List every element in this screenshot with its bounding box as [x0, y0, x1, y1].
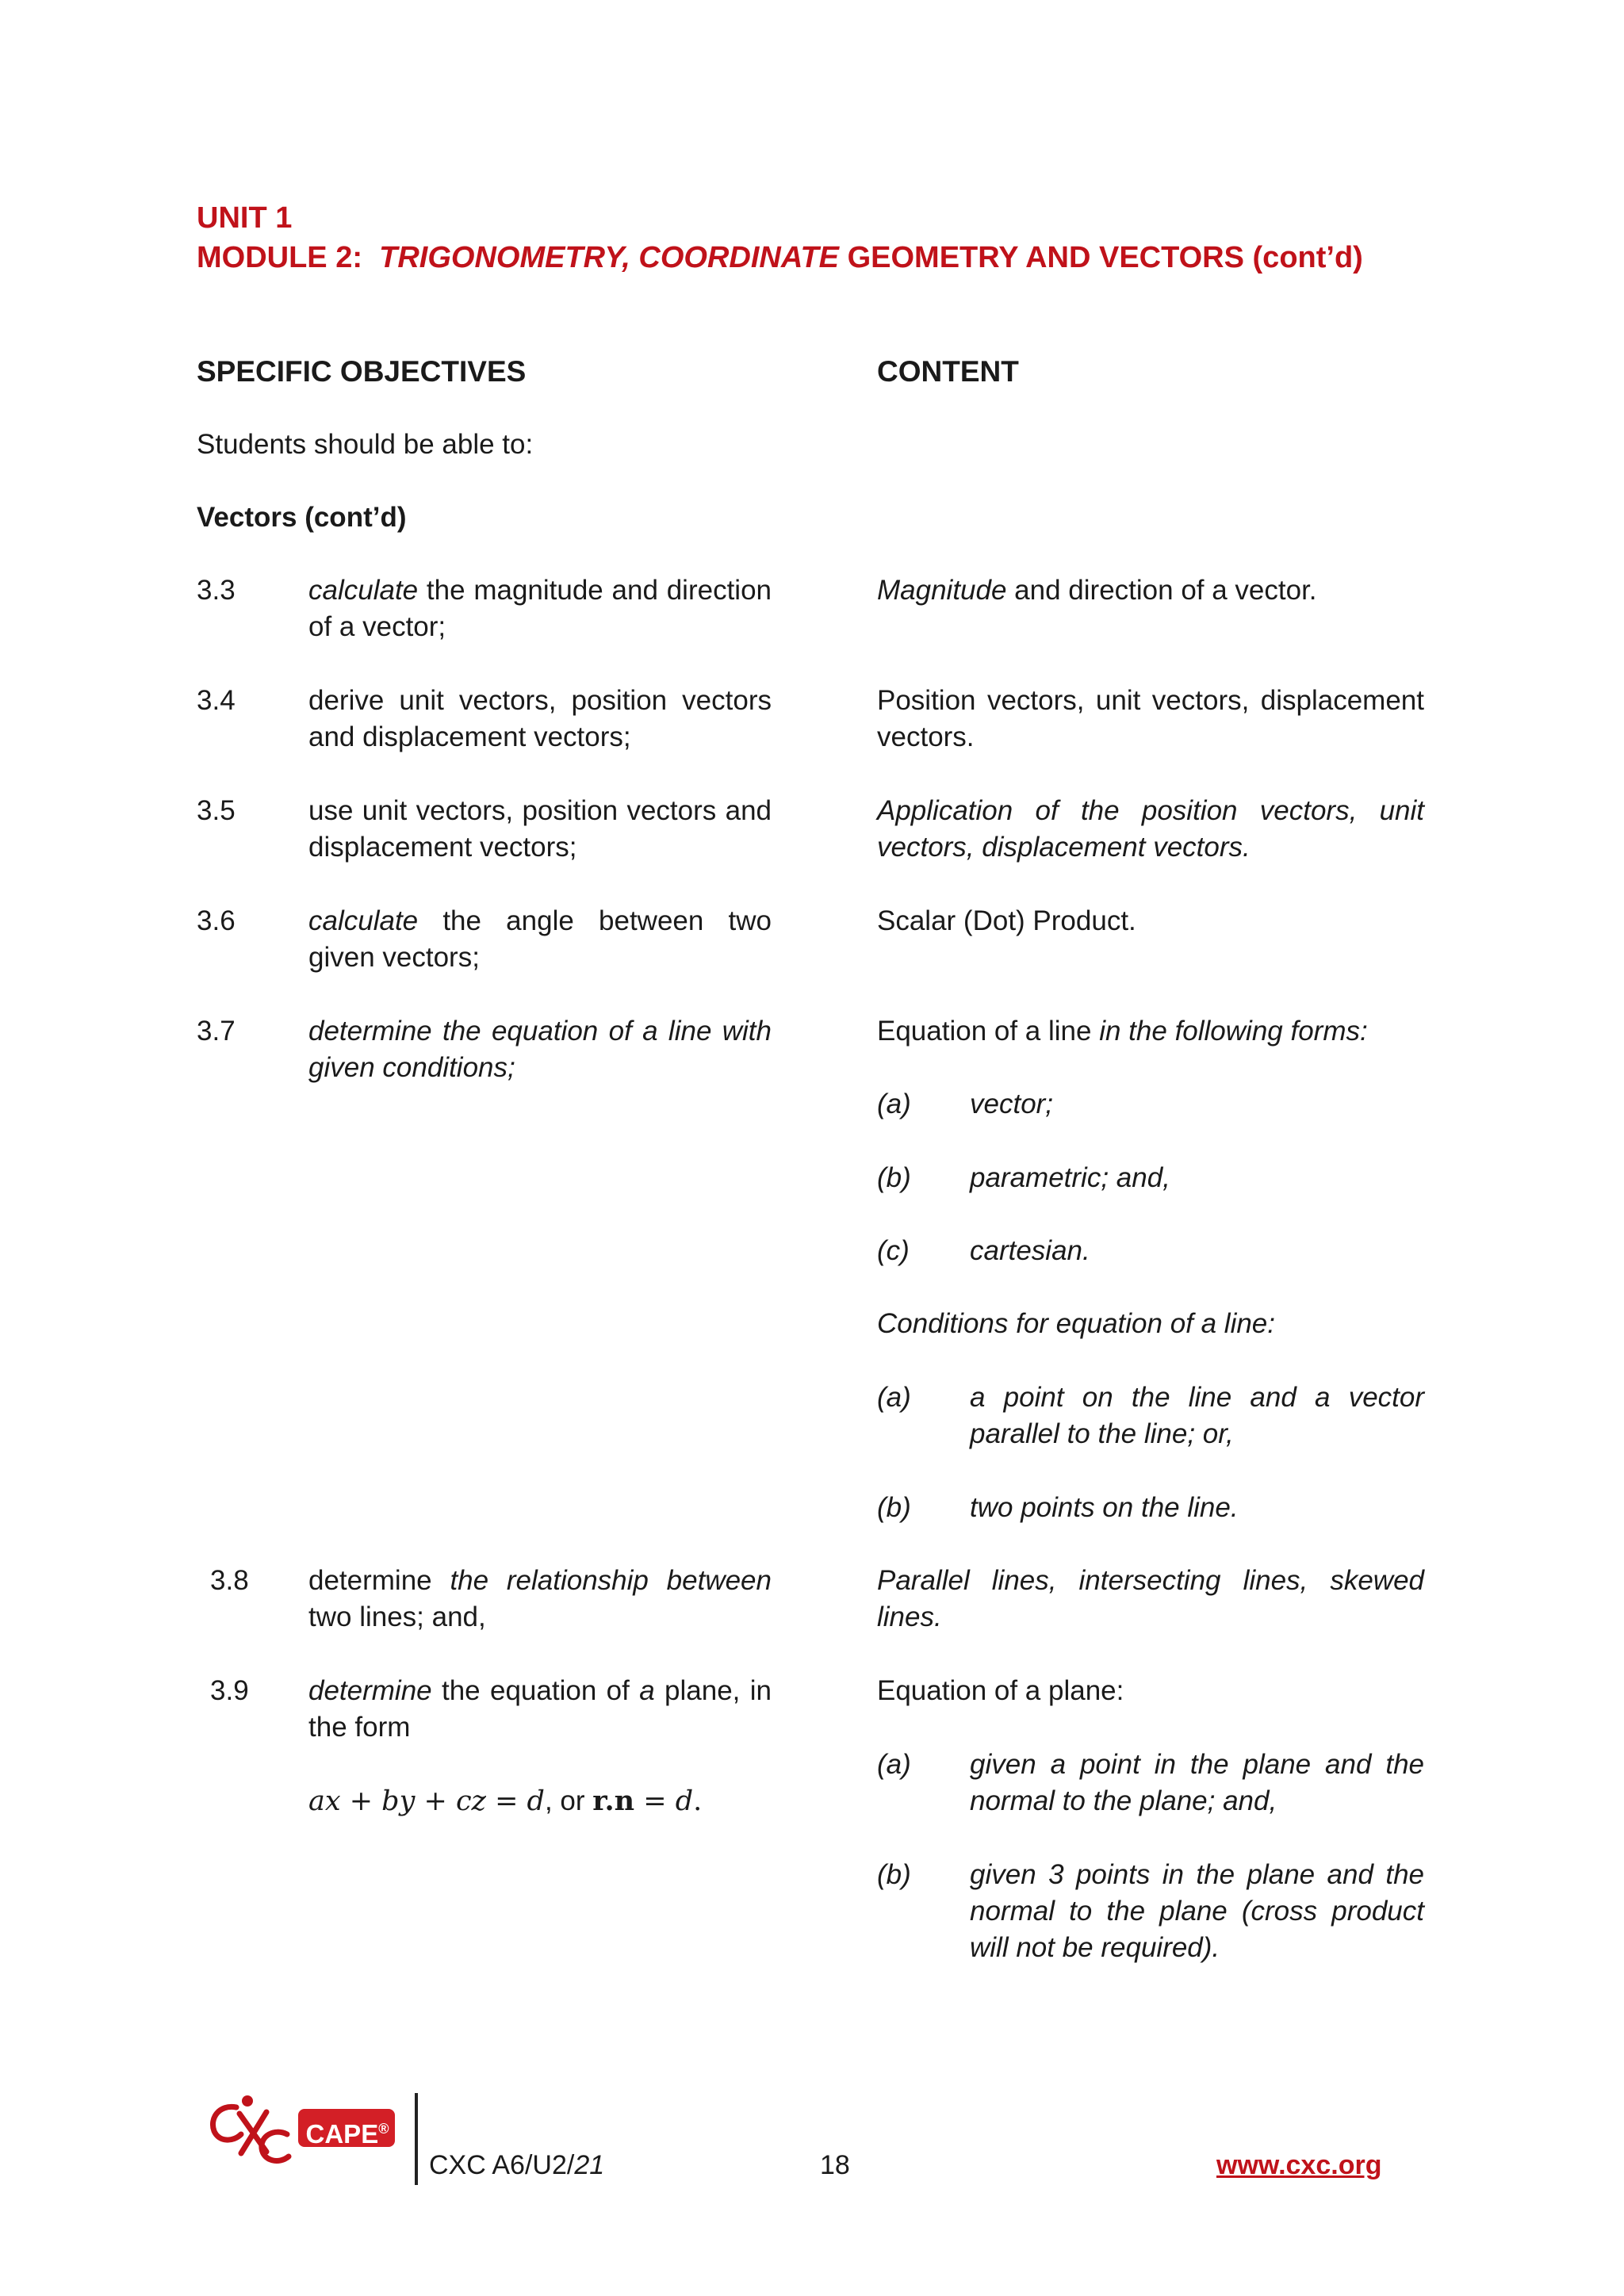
list-item: given a point in the plane and the normal to the plane; and,: [970, 1749, 1424, 1816]
list-item: given 3 points in the plane and the normal to the plane (cross product will not be required).: [970, 1859, 1424, 1963]
objective-number: 3.8: [210, 1565, 249, 1596]
objective-number: 3.7: [197, 1016, 236, 1047]
list-item: cartesian.: [970, 1235, 1090, 1266]
list-label: (b): [877, 1162, 911, 1193]
content-text: Scalar (Dot) Product.: [877, 905, 1136, 936]
objective-number: 3.6: [197, 905, 236, 936]
document-code: CXC A6/U2/21: [429, 2150, 605, 2180]
intro-text: Students should be able to:: [197, 429, 534, 460]
module-italic: TRIGONOMETRY, COORDINATE: [379, 241, 840, 274]
section-heading: Vectors (cont’d): [197, 502, 407, 533]
footer-divider: [415, 2093, 418, 2185]
content-text: Position vectors, unit vectors, displacement vectors.: [877, 685, 1424, 752]
content-text: Application of the position vectors, unit vectors, displacement vectors.: [877, 795, 1424, 863]
module-rest: GEOMETRY AND VECTORS (cont’d): [839, 241, 1363, 274]
objective-text: calculate the angle between two given vectors;: [308, 905, 772, 973]
list-item: a point on the line and a vector parallel to the line; or,: [970, 1382, 1424, 1449]
objective-number: 3.4: [197, 685, 236, 716]
content-text: Magnitude and direction of a vector.: [877, 575, 1317, 606]
cape-logo-text: CAPE®: [305, 2119, 389, 2149]
objective-text: determine the equation of a line with given conditions;: [308, 1016, 772, 1083]
objective-number: 3.5: [197, 795, 236, 826]
objective-text: use unit vectors, position vectors and displacement vectors;: [308, 795, 772, 863]
objective-text: derive unit vectors, position vectors and displacement vectors;: [308, 685, 772, 752]
objective-text: determine the relationship between two lines; and,: [308, 1565, 772, 1632]
module-prefix: MODULE 2:: [197, 241, 362, 274]
list-item: parametric; and,: [970, 1162, 1170, 1193]
unit-title: UNIT 1: [197, 201, 293, 235]
website-link[interactable]: www.cxc.org: [1216, 2150, 1382, 2180]
list-label: (b): [877, 1492, 911, 1523]
conditions-title: Conditions for equation of a line:: [877, 1308, 1275, 1339]
column-heading-objectives: SPECIFIC OBJECTIVES: [197, 355, 527, 388]
list-label: (b): [877, 1859, 911, 1890]
module-title: [197, 243, 1363, 273]
page-number: 18: [820, 2150, 850, 2180]
list-label: (c): [877, 1235, 910, 1266]
content-text: Parallel lines, intersecting lines, skewed lines.: [877, 1565, 1424, 1632]
objective-number: 3.9: [210, 1675, 249, 1706]
list-label: (a): [877, 1382, 911, 1413]
content-text: Equation of a line in the following forms:: [877, 1016, 1368, 1047]
list-item: vector;: [970, 1089, 1054, 1119]
list-item: two points on the line.: [970, 1492, 1239, 1523]
objective-number: 3.3: [197, 575, 236, 606]
objective-text: calculate the magnitude and direction of a vector;: [308, 575, 772, 642]
cxc-cape-logo: [205, 2090, 403, 2166]
column-heading-content: CONTENT: [877, 355, 1019, 388]
objective-text: determine the equation of a plane, in the form: [308, 1675, 772, 1743]
list-label: (a): [877, 1089, 911, 1119]
content-text: Equation of a plane:: [877, 1675, 1124, 1706]
plane-equation: ax + by + cz = d, or r.n = d.: [308, 1785, 703, 1817]
list-label: (a): [877, 1749, 911, 1780]
